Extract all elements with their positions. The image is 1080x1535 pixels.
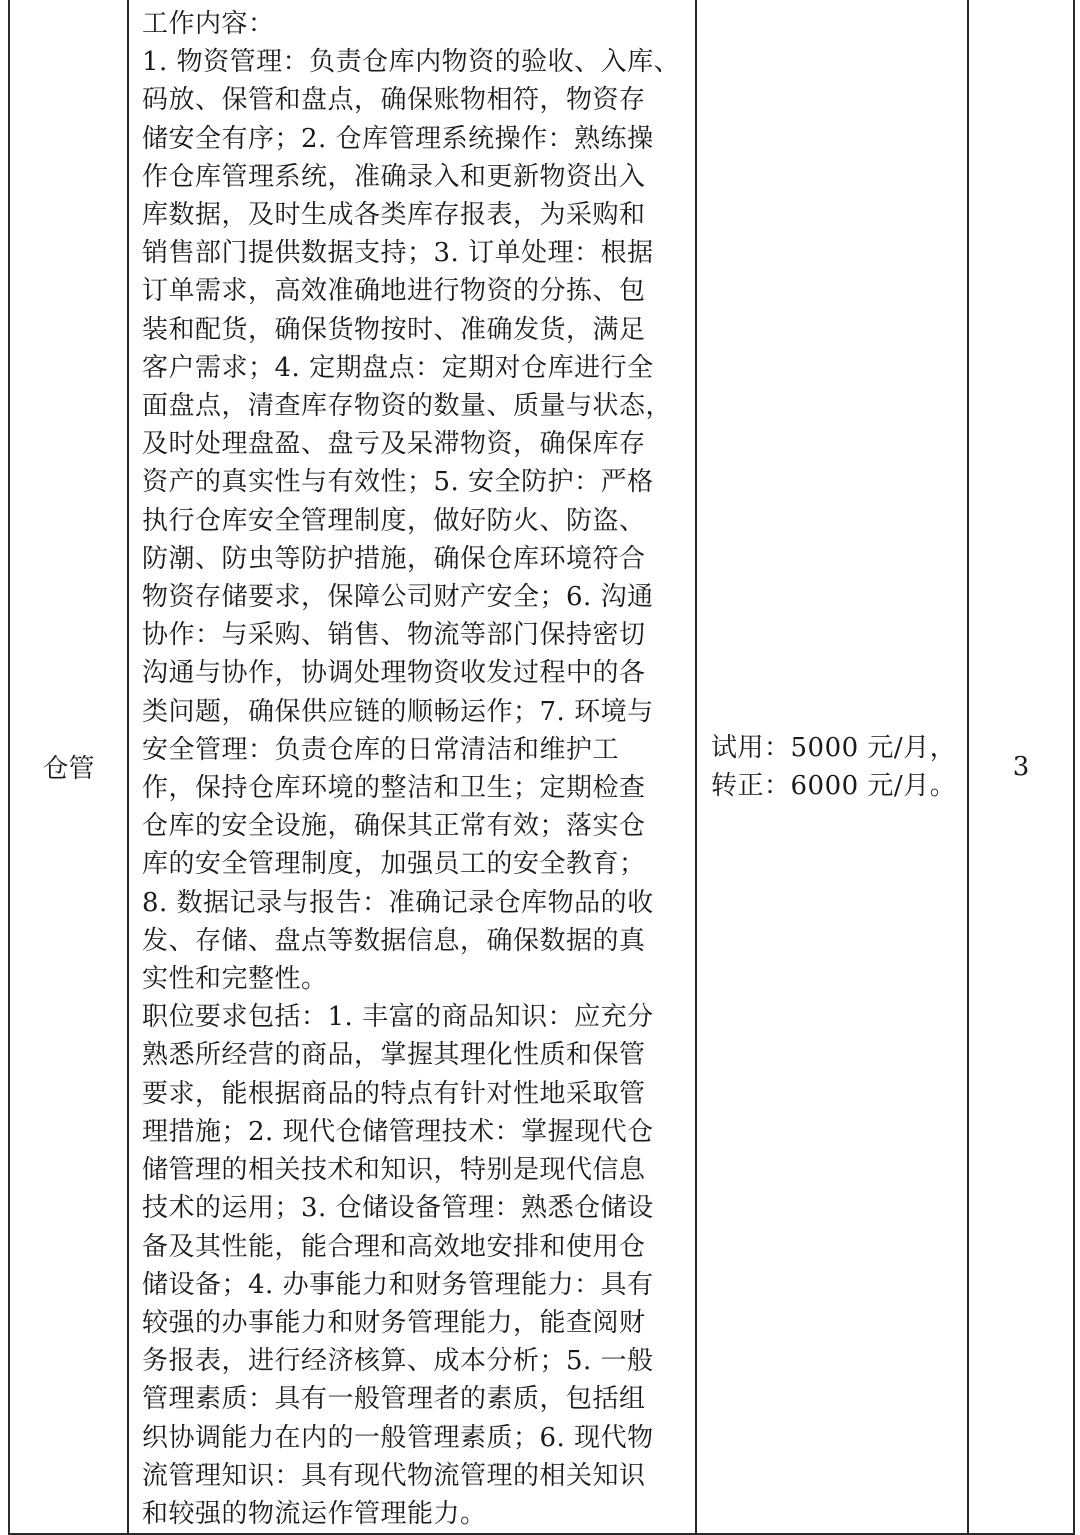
description-line: 工作内容： [142,9,275,39]
description-line: 织协调能力在内的一般管理素质；6. 现代物 [142,1422,654,1453]
description-line: 面盘点，清查库存物资的数量、质量与状态， [142,391,673,422]
description-line: 储安全有序；2. 仓库管理系统操作：熟练操 [142,123,654,154]
description-line: 沟通与协作，协调处理物资收发过程中的各 [142,658,646,689]
description-line: 务报表，进行经济核算、成本分析；5. 一般 [142,1346,654,1377]
description-line: 理措施；2. 现代仓储管理技术：掌握现代仓 [142,1116,654,1147]
description-line: 技术的运用；3. 仓储设备管理：熟悉仓储设 [142,1193,654,1224]
headcount-value: 3 [1012,751,1030,782]
description-line: 安全管理：负责仓库的日常清洁和维护工 [142,734,620,765]
description-line: 类问题，确保供应链的顺畅运作；7. 环境与 [142,696,654,727]
description-cell [128,0,696,1534]
salary-text [697,729,967,805]
description-line: 执行仓库安全管理制度，做好防火、防盗、 [142,505,646,536]
description-line: 库的安全管理制度，加强员工的安全教育； [142,849,646,880]
headcount-cell [968,0,1074,1534]
job-table [8,0,1075,1535]
description-line: 防潮、防虫等防护措施，确保仓库环境符合 [142,543,646,574]
description-line: 较强的办事能力和财务管理能力，能查阅财 [142,1307,646,1338]
description-line: 备及其性能，能合理和高效地安排和使用仓 [142,1231,646,1262]
description-line: 实性和完整性。 [142,964,328,995]
description-line: 储管理的相关技术和知识，特别是现代信息 [142,1155,646,1186]
description-line: 客户需求；4. 定期盘点：定期对仓库进行全 [142,352,654,383]
description-line: 库数据，及时生成各类库存报表，为采购和 [142,200,646,231]
table-row [9,0,1074,1534]
description-line: 1. 物资管理：负责仓库内物资的验收、入库、 [142,47,681,78]
description-line: 物资存储要求，保障公司财产安全；6. 沟通 [142,582,654,613]
description-line: 资产的真实性与有效性；5. 安全防护：严格 [142,467,654,498]
description-line: 和较强的物流运作管理能力。 [142,1498,487,1529]
position-label: 仓管 [42,754,95,785]
description-line: 装和配货，确保货物按时、准确发货，满足 [142,314,646,345]
description-line: 订单需求，高效准确地进行物资的分拣、包 [142,276,646,307]
salary-cell [696,0,968,1534]
description-line: 8. 数据记录与报告：准确记录仓库物品的收 [142,887,654,918]
description-line: 仓库的安全设施，确保其正常有效；落实仓 [142,811,646,842]
description-line: 码放、保管和盘点，确保账物相符，物资存 [142,85,646,116]
salary-regular: 转正：6000 元/月。 [711,770,957,801]
description-line: 及时处理盘盈、盘亏及呆滞物资，确保库存 [142,429,646,460]
description-line: 储设备；4. 办事能力和财务管理能力：具有 [142,1269,654,1300]
description-line: 流管理知识：具有现代物流管理的相关知识 [142,1460,646,1491]
position-cell [9,0,128,1534]
description-line: 管理素质：具有一般管理者的素质，包括组 [142,1384,646,1415]
job-description [142,5,682,1533]
description-line: 熟悉所经营的商品，掌握其理化性质和保管 [142,1040,646,1071]
description-line: 销售部门提供数据支持；3. 订单处理：根据 [142,238,654,269]
description-line: 要求，能根据商品的特点有针对性地采取管 [142,1078,646,1109]
salary-trial: 试用：5000 元/月， [711,732,957,763]
description-line: 作仓库管理系统，准确录入和更新物资出入 [142,161,646,192]
description-line: 协作：与采购、销售、物流等部门保持密切 [142,620,646,651]
description-line: 发、存储、盘点等数据信息，确保数据的真 [142,925,646,956]
description-line: 职位要求包括：1. 丰富的商品知识：应充分 [142,1002,654,1033]
description-line: 作，保持仓库环境的整洁和卫生；定期检查 [142,773,646,804]
